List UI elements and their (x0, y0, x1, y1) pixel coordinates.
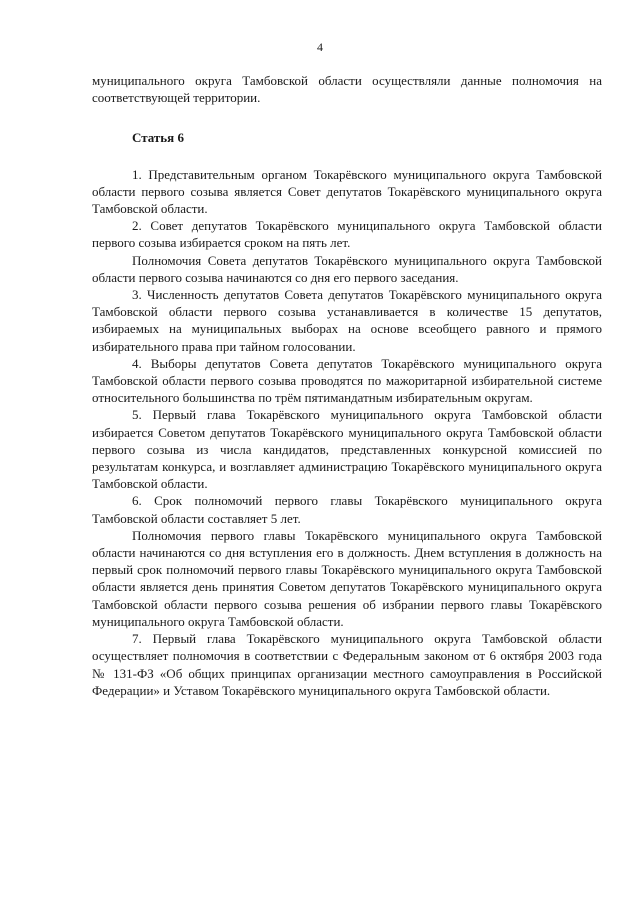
paragraph-1: 1. Представительным органом Токарёвского муниципального округа Тамбовской области первого созыва является Совет депутатов Токарёвского муниципального округа Тамбовской области. (92, 166, 602, 217)
paragraph-7: 7. Первый глава Токарёвского муниципального округа Тамбовской области осуществляет полномочия в соответствии с Федеральным законом от 6 октября 2003 года № 131-ФЗ «Об общих принципах организации местного самоуправления в Российской Федерации» и Уставом Токарёвского муниципального округа Тамбовской области. (92, 631, 602, 698)
paragraph-6: 6. Срок полномочий первого главы Токарёвского муниципального округа Тамбовской области составляет 5 лет. (92, 493, 602, 526)
article-title: Статья 6 (132, 130, 184, 146)
paragraph-2: 2. Совет депутатов Токарёвского муниципального округа Тамбовской области первого созыва избирается сроком на пять лет. (92, 218, 602, 251)
paragraph-6-continued: Полномочия первого главы Токарёвского муниципального округа Тамбовской области начинаются со дня вступления его в должность. Днем вступления в должность на первый срок полномочий первого главы Токарёвского муниципального округа Тамбовской области является день принятия Советом депутатов Токарёвского муниципального округа Тамбовской области первого созыва решения об избрании первого главы Токарёвского муниципального округа Тамбовской области. (92, 527, 602, 629)
paragraph-4: 4. Выборы депутатов Совета депутатов Токарёвского муниципального округа Тамбовской области первого созыва проводятся по мажоритарной избирательной системе относительного большинства по трём пятимандатным избирательным округам. (92, 355, 602, 406)
document-body (92, 72, 602, 699)
paragraph-3: 3. Численность депутатов Совета депутатов Токарёвского муниципального округа Тамбовской области первого созыва устанавливается в количестве 15 депутатов, избираемых на муниципальных выборах на основе всеобщего равного и прямого избирательного права при тайном голосовании. (92, 287, 602, 354)
intro-paragraph: муниципального округа Тамбовской области осуществляли данные полномочия на соответствующей территории. (92, 73, 602, 106)
page-number: 4 (317, 40, 323, 54)
paragraph-2-continued: Полномочия Совета депутатов Токарёвского муниципального округа Тамбовской области первого созыва начинаются со дня его первого заседания. (92, 252, 602, 285)
paragraph-5: 5. Первый глава Токарёвского муниципального округа Тамбовской области избирается Советом депутатов Токарёвского муниципального округа Тамбовской области первого созыва из числа кандидатов, представленных конкурсной комиссией по результатам конкурса, и возглавляет администрацию Токарёвского муниципального округа Тамбовской области. (92, 407, 602, 492)
